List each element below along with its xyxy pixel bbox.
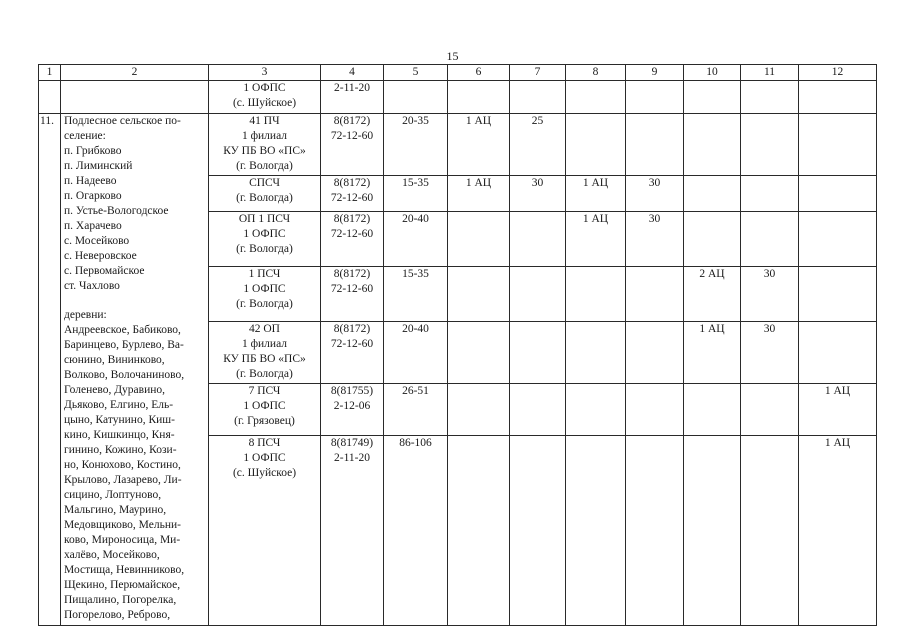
phone-cell: 8(81755) 2-12-06 [321, 384, 384, 436]
column-header-row [39, 65, 877, 81]
col11-cell: 30 [741, 267, 799, 322]
col12-cell [799, 267, 877, 322]
col12-cell: 1 АЦ [799, 384, 877, 436]
column-header: 2 [61, 65, 209, 81]
col9-cell [626, 384, 684, 436]
column-header: 8 [566, 65, 626, 81]
column-header: 4 [321, 65, 384, 81]
col10-cell [684, 114, 741, 176]
posyolok-item: ст. Чахлово [64, 280, 120, 292]
posyolok-item: п. Лиминский [64, 160, 133, 172]
col9-cell: 30 [626, 176, 684, 212]
phone-cell: 8(8172) 72-12-60 [321, 267, 384, 322]
column-header: 11 [741, 65, 799, 81]
villages-line: цыно, Катунино, Киш- [64, 414, 175, 426]
villages-line: но, Конюхово, Костино, [64, 459, 181, 471]
column-header: 10 [684, 65, 741, 81]
villages-line: сюнино, Вининково, [64, 354, 165, 366]
col8-cell [566, 267, 626, 322]
time-cell: 15-35 [384, 267, 448, 322]
col8-cell [566, 114, 626, 176]
phone-cell: 8(8172) 72-12-60 [321, 212, 384, 267]
col10-cell [684, 176, 741, 212]
col10-cell [684, 436, 741, 626]
time-cell: 15-35 [384, 176, 448, 212]
col7-cell [510, 212, 566, 267]
fire-response-table [38, 64, 877, 626]
col6-cell [448, 212, 510, 267]
page-number: 15 [446, 49, 459, 63]
unit-cell: 1 ОФПС (с. Шуйское) [209, 81, 321, 114]
posyolok-item: п. Надеево [64, 175, 117, 187]
villages-line: Пищалино, Погорелка, [64, 594, 177, 606]
col11-cell [741, 176, 799, 212]
col6-cell [448, 436, 510, 626]
column-header: 9 [626, 65, 684, 81]
col11-cell: 30 [741, 322, 799, 384]
villages-label: деревни: [64, 309, 107, 321]
col11-cell [741, 384, 799, 436]
col9-cell [626, 322, 684, 384]
time-cell: 26-51 [384, 384, 448, 436]
col12-cell [799, 322, 877, 384]
villages-line: Баринцево, Бурлево, Ва- [64, 339, 184, 351]
column-header: 1 [39, 65, 61, 81]
villages-line: Волково, Волочаниново, [64, 369, 185, 381]
col8-cell: 1 АЦ [566, 212, 626, 267]
col9-cell [626, 436, 684, 626]
settlement-description: Подлесное сельское по- селение: п. Грибково п. Лиминский п. Надеево п. Огарково п. Устье-Вологодское п. Харачево с. Мосейково с. Неверовское с. Первомайское ст. Чахлово деревни: Андреевское, Бабиково, Баринцево, Бурлево, Ва- сюнино, Вининково, Волково, Волочаниново, Голенево, Дуравино, Дьяково, Елгино, Ель- цыно, Катунино, Киш- кино, Кишкинцо, Кня- гинино, Кожино, Кози- но, Конюхово, Костино, Крылово, Лазарево, Ли- сицино, Лоптуново, Мальгино, Маурино, Медовщиково, Мельни- ково, Мироносица, Ми- халёво, Мосейково, Мостища, Невинниково, Щекино, Перюмайское, Пищалино, Погорелка, Погорелово, Реброво, [61, 114, 209, 626]
posyolok-item: с. Неверовское [64, 250, 137, 262]
villages-line: Андреевское, Бабиково, [64, 324, 181, 336]
villages-line: Дьяково, Елгино, Ель- [64, 399, 174, 411]
posyolok-item: с. Мосейково [64, 235, 130, 247]
col6-cell: 1 АЦ [448, 114, 510, 176]
unit-cell: 41 ПЧ 1 филиал КУ ПБ ВО «ПС» (г. Вологда) [209, 114, 321, 176]
col8-cell: 1 АЦ [566, 176, 626, 212]
unit-cell: СПСЧ (г. Вологда) [209, 176, 321, 212]
villages-line: кино, Кишкинцо, Кня- [64, 429, 175, 441]
col9-cell: 30 [626, 212, 684, 267]
villages-line: халёво, Мосейково, [64, 549, 160, 561]
unit-cell: 1 ПСЧ 1 ОФПС (г. Вологда) [209, 267, 321, 322]
col12-cell [799, 212, 877, 267]
col10-cell [684, 384, 741, 436]
col7-cell [510, 322, 566, 384]
phone-cell: 8(8172) 72-12-60 [321, 322, 384, 384]
posyolok-item: п. Устье-Вологодское [64, 205, 169, 217]
column-header: 6 [448, 65, 510, 81]
phone-cell: 8(81749) 2-11-20 [321, 436, 384, 626]
villages-line: Мальгино, Маурино, [64, 504, 167, 516]
unit-cell: 7 ПСЧ 1 ОФПС (г. Грязовец) [209, 384, 321, 436]
col7-cell [510, 384, 566, 436]
col11-cell [741, 212, 799, 267]
time-cell: 20-35 [384, 114, 448, 176]
col6-cell [448, 384, 510, 436]
col8-cell [566, 436, 626, 626]
unit-cell: 8 ПСЧ 1 ОФПС (с. Шуйское) [209, 436, 321, 626]
column-header: 12 [799, 65, 877, 81]
column-header: 3 [209, 65, 321, 81]
posyolok-item: п. Огарково [64, 190, 122, 202]
col9-cell [626, 114, 684, 176]
col7-cell [510, 436, 566, 626]
villages-line: Голенево, Дуравино, [64, 384, 166, 396]
col6-cell: 1 АЦ [448, 176, 510, 212]
unit-cell: 42 ОП 1 филиал КУ ПБ ВО «ПС» (г. Вологда) [209, 322, 321, 384]
villages-line: ково, Мироносица, Ми- [64, 534, 181, 546]
villages-line: Щекино, Перюмайское, [64, 579, 181, 591]
col9-cell [626, 267, 684, 322]
col7-cell [510, 267, 566, 322]
phone-cell: 2-11-20 [321, 81, 384, 114]
row-number: 11. [39, 114, 61, 626]
villages-line: гинино, Кожино, Кози- [64, 444, 177, 456]
unit-cell: ОП 1 ПСЧ 1 ОФПС (г. Вологда) [209, 212, 321, 267]
time-cell: 20-40 [384, 212, 448, 267]
villages-line: Погорелово, Реброво, [64, 609, 171, 621]
col8-cell [566, 384, 626, 436]
col10-cell [684, 212, 741, 267]
phone-cell: 8(8172) 72-12-60 [321, 114, 384, 176]
table-row [39, 114, 877, 176]
col7-cell: 25 [510, 114, 566, 176]
col12-cell [799, 176, 877, 212]
col11-cell [741, 436, 799, 626]
posyolok-item: п. Грибково [64, 145, 122, 157]
villages-line: сицино, Лоптуново, [64, 489, 162, 501]
posyolok-item: п. Харачево [64, 220, 122, 232]
col11-cell [741, 114, 799, 176]
column-header: 5 [384, 65, 448, 81]
col6-cell [448, 267, 510, 322]
table-row [39, 81, 877, 114]
col12-cell [799, 114, 877, 176]
col10-cell: 2 АЦ [684, 267, 741, 322]
time-cell: 86-106 [384, 436, 448, 626]
col8-cell [566, 322, 626, 384]
col12-cell: 1 АЦ [799, 436, 877, 626]
col7-cell: 30 [510, 176, 566, 212]
posyolok-item: с. Первомайское [64, 265, 145, 277]
time-cell: 20-40 [384, 322, 448, 384]
villages-line: Медовщиково, Мельни- [64, 519, 181, 531]
column-header: 7 [510, 65, 566, 81]
villages-line: Мостища, Невинниково, [64, 564, 185, 576]
villages-line: Крылово, Лазарево, Ли- [64, 474, 182, 486]
col10-cell: 1 АЦ [684, 322, 741, 384]
col6-cell [448, 322, 510, 384]
phone-cell: 8(8172) 72-12-60 [321, 176, 384, 212]
